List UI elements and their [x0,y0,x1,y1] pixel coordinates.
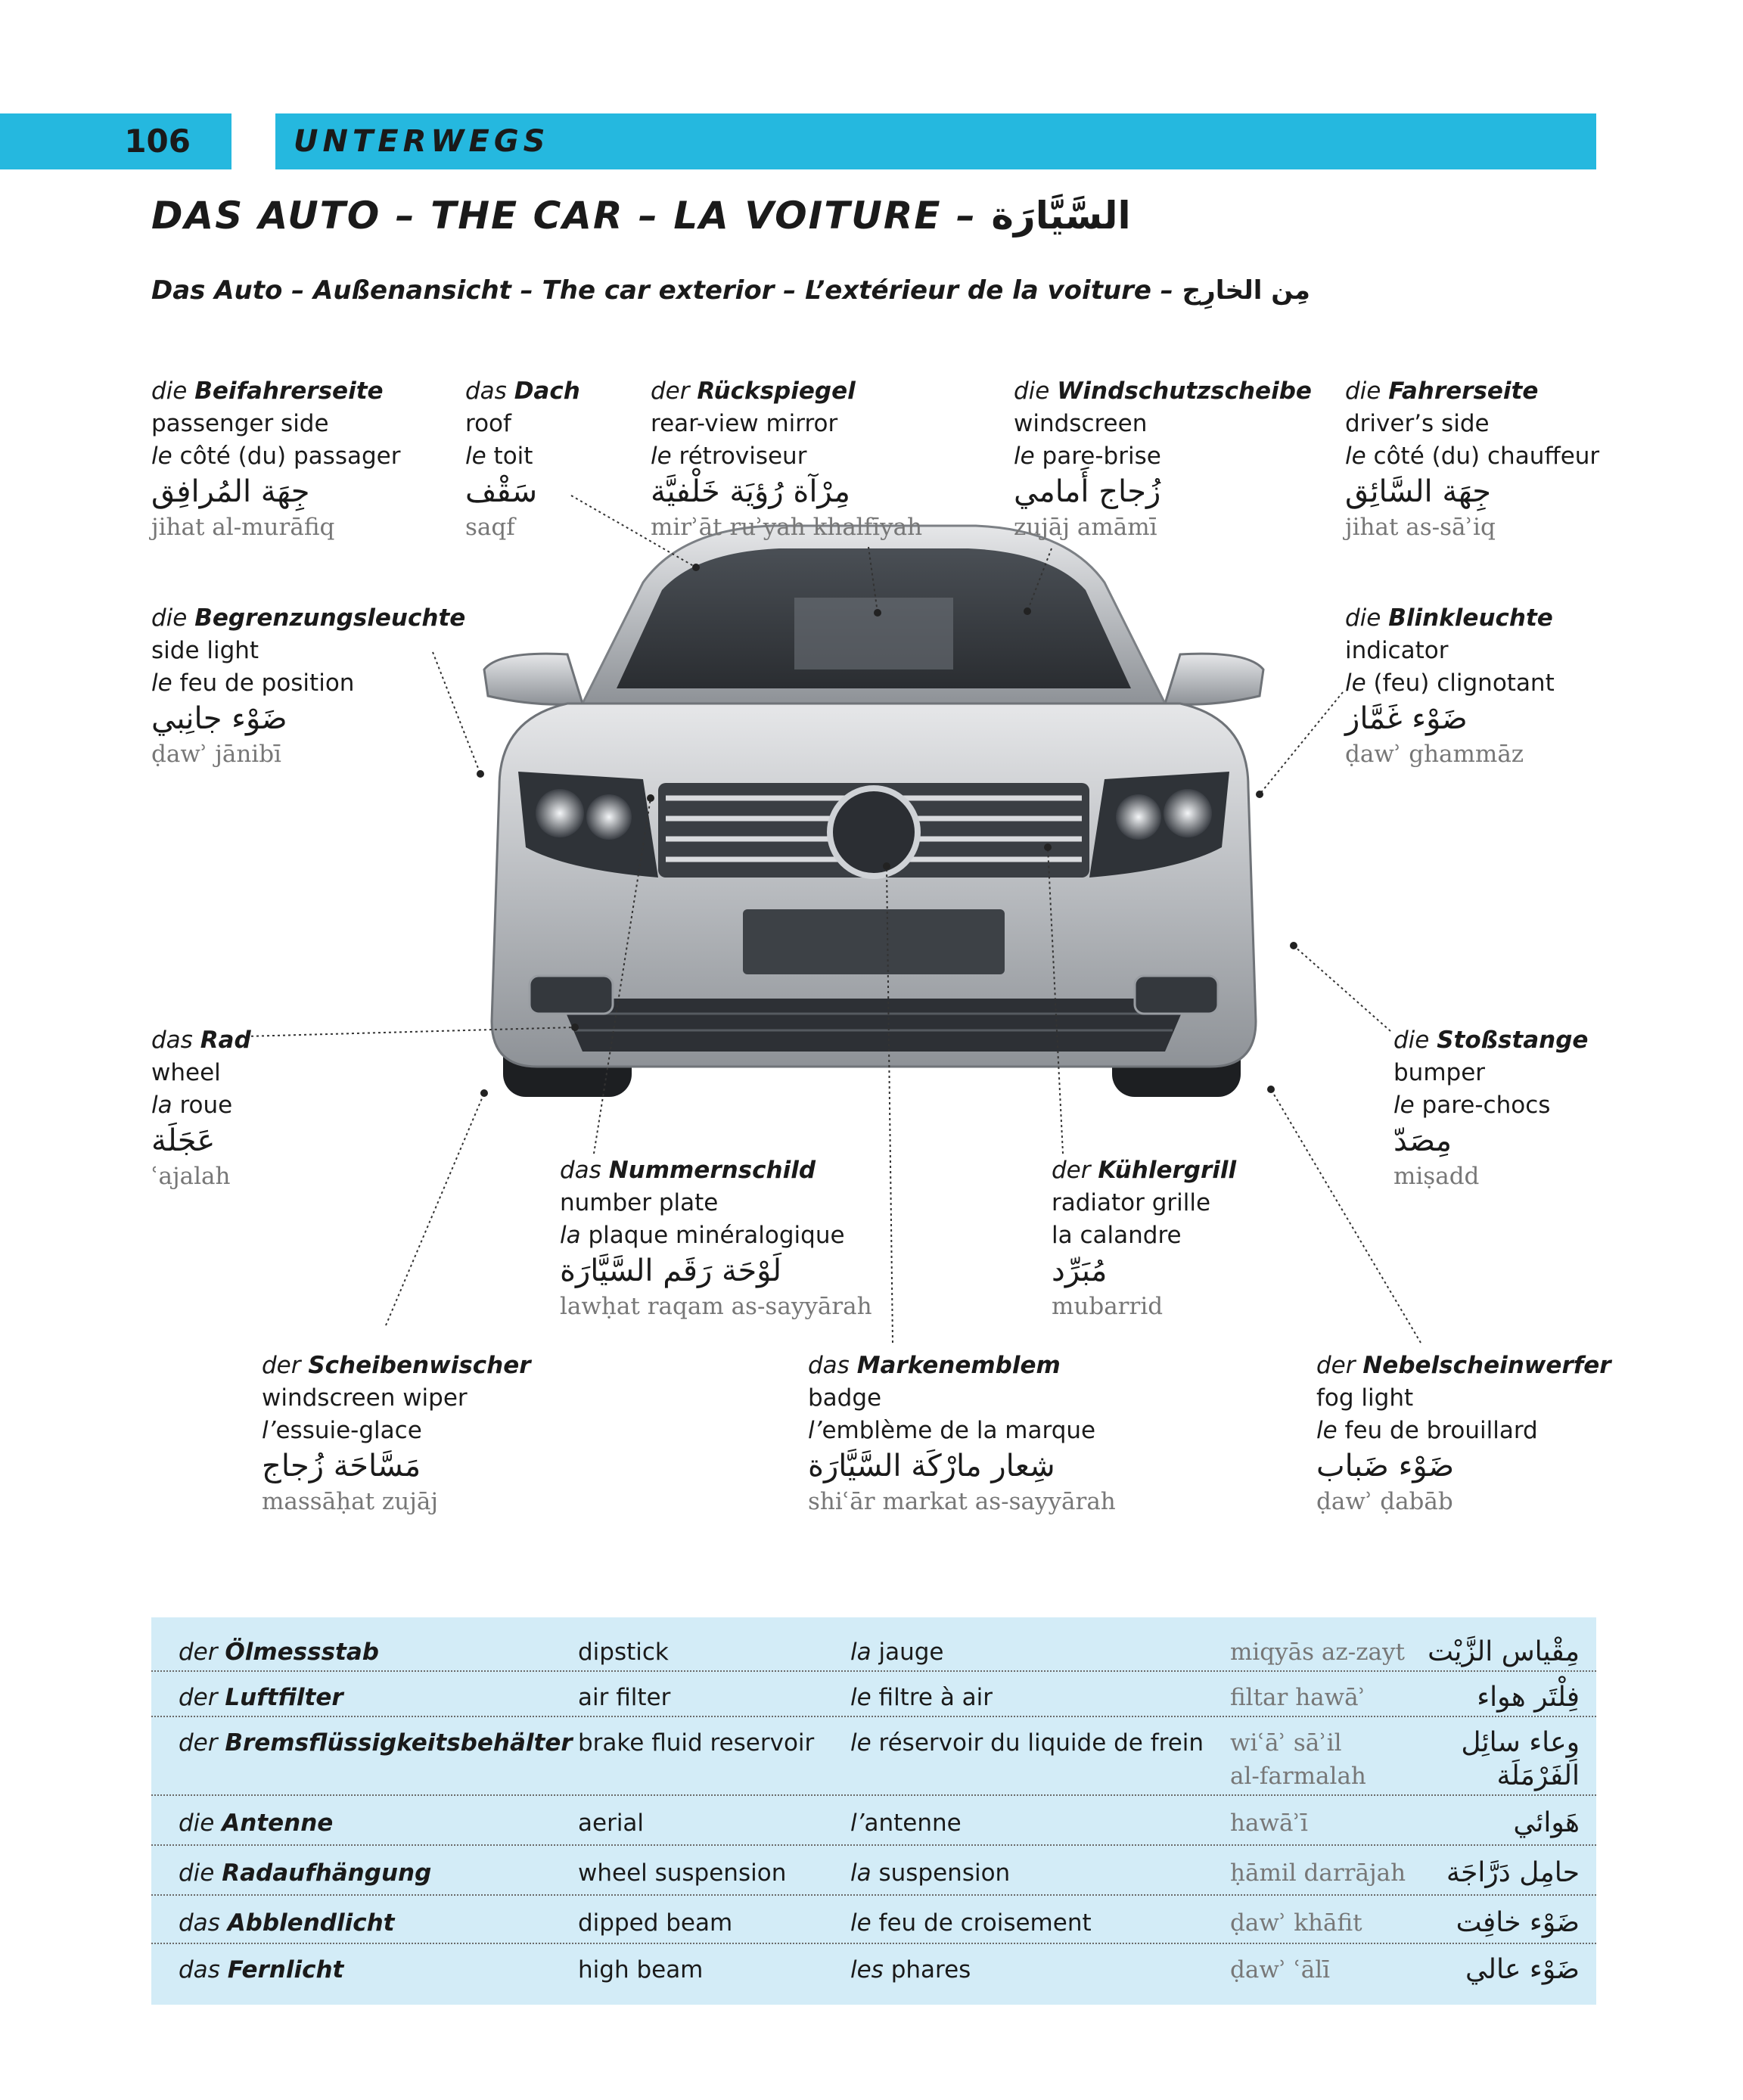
de-noun: Blinkleuchte [1388,604,1553,632]
right-mirror [1165,654,1263,704]
car-illustration [454,492,1294,1112]
fr-term: réservoir du liquide de frein [878,1729,1204,1757]
label-kuehlergrill [1052,1154,1236,1324]
en-term: wheel [151,1059,221,1086]
transliteration: ḍawʾ ʿālī [1230,1956,1331,1984]
en-term: roof [465,410,511,437]
transliteration: ḍawʾ jānibī [151,741,281,768]
transliteration: wiʿāʾ sāʾil [1230,1729,1342,1757]
de-article: die [1345,604,1381,632]
de-article: der [1052,1157,1091,1184]
de-article: das [179,1956,220,1984]
transliteration: shiʿār markat as-sayyārah [808,1488,1116,1515]
ar-term: زُجاج أَمامي [1014,474,1161,509]
right-lamp-inner [1116,794,1161,840]
de-noun: Dach [514,377,580,405]
en-term: passenger side [151,410,329,437]
fr-article: le [465,443,486,470]
number-plate [743,909,1005,974]
ar-term: وِعاء سائِل [1461,1727,1580,1758]
ar-term: جِهَة المُرافِق [151,474,310,509]
right-fog-light [1135,976,1218,1014]
label-rueckspiegel [651,375,922,545]
de-noun: Radaufhängung [222,1859,432,1887]
de-noun: Markenemblem [856,1352,1061,1379]
transliteration: ḍawʾ ḍabāb [1316,1488,1453,1515]
table-row [151,1636,1596,1672]
ar-term: مِصَدّ [1393,1123,1452,1158]
transliteration: saqf [465,514,515,541]
en-term: dipstick [578,1639,669,1666]
en-term: side light [151,637,259,664]
fr-article: la [850,1639,872,1666]
de-noun: Stoßstange [1437,1027,1589,1054]
subtitle-arabic: مِن الخارِج [1182,275,1310,306]
label-nebelscheinwerfer [1316,1350,1611,1519]
transliteration: mubarrid [1052,1293,1164,1320]
fr-article: le [1014,443,1035,470]
de-article: das [465,377,507,405]
label-windschutzscheibe [1014,375,1312,545]
en-term: rear-view mirror [651,410,838,437]
table-row [151,1726,1596,1796]
table-row [151,1681,1596,1717]
transliteration: ḍawʾ ghammāz [1345,741,1524,768]
right-lamp-outer [1164,789,1212,837]
en-term: number plate [560,1189,719,1216]
fr-article: le [151,669,172,697]
label-fahrerseite [1345,375,1599,545]
fr-article: la [151,1092,172,1119]
fr-term: phares [890,1956,971,1984]
de-noun: Rückspiegel [697,377,856,405]
fr-term: jauge [878,1639,944,1666]
left-fog-light [530,976,613,1014]
ar-term: ضَوْء ضَباب [1316,1449,1455,1483]
fr-article: le [850,1684,872,1711]
de-article: der [179,1684,218,1711]
en-term: dipped beam [578,1909,733,1937]
label-begrenzungsleuchte [151,602,465,772]
ar-term: سَقْف [465,474,538,509]
de-noun: Bremsflüssigkeitsbehälter [225,1729,573,1757]
rear-window-view [794,598,953,669]
de-article: der [1316,1352,1356,1379]
fr-term: antenne [864,1810,962,1837]
table-row [151,1953,1596,1990]
de-article: die [179,1810,215,1837]
ar-term: لَوْحَة رَقَم السَّيَّارَة [560,1253,782,1288]
transliteration: massāḥat zujāj [262,1488,438,1515]
page-number: 106 [0,113,231,169]
ar-term: حامِل دَرَّاجَة [1446,1857,1580,1888]
de-article: der [262,1352,301,1379]
de-article: die [1393,1027,1430,1054]
transliteration: miṣadd [1393,1163,1480,1190]
de-article: das [151,1027,193,1054]
de-article: der [651,377,690,405]
fr-term: la calandre [1052,1222,1182,1249]
fr-article: le [850,1729,872,1757]
label-stossstange [1393,1024,1588,1194]
title-latin: DAS AUTO – THE CAR – LA VOITURE – [151,194,977,238]
de-noun: Kühlergrill [1098,1157,1237,1184]
en-term: brake fluid reservoir [578,1729,815,1757]
de-article: die [151,604,188,632]
fr-term: emblème de la marque [822,1417,1096,1444]
table-row [151,1806,1596,1846]
fr-article: les [850,1956,884,1984]
fr-term: essuie-glace [275,1417,422,1444]
vocabulary-table [151,1617,1596,2005]
de-noun: Rad [200,1027,251,1054]
de-article: die [179,1859,215,1887]
en-term: aerial [578,1810,645,1837]
de-noun: Antenne [222,1810,334,1837]
de-article: der [179,1729,218,1757]
en-term: bumper [1393,1059,1486,1086]
fr-article: la [850,1859,872,1887]
de-article: das [179,1909,220,1937]
ar-term: فِلْتَر هواء [1477,1682,1580,1713]
de-noun: Luftfilter [225,1684,343,1711]
left-mirror [484,654,583,704]
table-row [151,1906,1596,1944]
left-lamp-outer [536,789,584,837]
en-term: driver’s side [1345,410,1490,437]
de-noun: Fernlicht [227,1956,344,1984]
en-term: wheel suspension [578,1859,787,1887]
lower-air-intake [560,999,1188,1052]
ar-term: هَوائي [1513,1807,1580,1838]
transliteration: jihat al-murāfiq [151,514,335,541]
en-term: radiator grille [1052,1189,1211,1216]
table-row [151,1856,1596,1896]
label-beifahrerseite [151,375,400,545]
fr-article: le [1345,443,1366,470]
label-dach [465,375,580,545]
transliteration-line-2: al-farmalah [1230,1763,1366,1790]
fr-term: pare-chocs [1421,1092,1551,1119]
de-article: das [808,1352,850,1379]
de-noun: Nummernschild [608,1157,816,1184]
de-article: die [1345,377,1381,405]
transliteration: zujāj amāmī [1014,514,1157,541]
fr-term: feu de position [179,669,355,697]
en-term: badge [808,1384,882,1412]
transliteration: filtar hawāʾ [1230,1684,1366,1711]
fr-article: la [560,1222,581,1249]
fr-term: plaque minéralogique [588,1222,845,1249]
fr-term: rétroviseur [679,443,807,470]
ar-term: شِعار مارْكَة السَّيَّارَة [808,1449,1055,1483]
transliteration: lawḥat raqam as-sayyārah [560,1293,872,1320]
de-noun: Scheibenwischer [308,1352,531,1379]
ar-term: ضَوْء جانِبي [151,701,287,736]
fr-article: le [1345,669,1366,697]
fr-article: le [1393,1092,1415,1119]
page-subtitle [151,275,1310,306]
en-term: air filter [578,1684,671,1711]
de-noun: Begrenzungsleuchte [194,604,466,632]
en-term: windscreen [1014,410,1148,437]
transliteration: ḥāmil darrājah [1230,1859,1406,1887]
fr-term: côté (du) chauffeur [1373,443,1600,470]
transliteration: miqyās az-zayt [1230,1639,1405,1666]
transliteration: jihat as-sāʾiq [1345,514,1496,541]
en-term: high beam [578,1956,704,1984]
ar-term: عَجَلَة [151,1123,216,1158]
transliteration: hawāʾī [1230,1810,1308,1837]
section-header: UNTERWEGS [275,113,1596,169]
transliteration: ʿajalah [151,1163,231,1190]
label-nummernschild [560,1154,872,1324]
de-noun: Windschutzscheibe [1057,377,1312,405]
ar-term: مِرْآة رُؤيَة خَلْفيَّة [651,474,850,509]
ar-term: ضَوْء خافِت [1456,1907,1580,1938]
page-title [151,194,1131,238]
fr-term: filtre à air [878,1684,993,1711]
fr-article: le [1316,1417,1338,1444]
fr-term: roue [179,1092,233,1119]
ar-term: مِقْياس الزَّيْت [1428,1636,1580,1667]
fr-article: le [151,443,172,470]
fr-term: feu de brouillard [1344,1417,1538,1444]
fr-term: côté (du) passager [179,443,401,470]
de-noun: Abblendlicht [227,1909,395,1937]
title-arabic: السَّيَّارَة [991,194,1131,238]
badge-emblem [830,788,918,876]
en-term: windscreen wiper [262,1384,468,1412]
de-noun: Nebelscheinwerfer [1362,1352,1611,1379]
ar-term-line-2: الفَرْمَلَة [1496,1760,1580,1791]
fr-term: feu de croisement [878,1909,1092,1937]
transliteration: mirʾāt ruʾyah khalfīyah [651,514,923,541]
de-article: die [151,377,188,405]
de-noun: Ölmessstab [225,1639,379,1666]
label-scheibenwischer [262,1350,531,1519]
ar-term: ضَوْء عالي [1465,1954,1580,1985]
de-noun: Beifahrerseite [194,377,384,405]
fr-term: pare-brise [1042,443,1161,470]
ar-term: جِهَة السَّائِق [1345,474,1491,509]
fr-article: l’ [850,1810,865,1837]
ar-term: ضَوْء غَمَّاز [1345,701,1468,736]
subtitle-latin: Das Auto – Außenansicht – The car exterior – L’extérieur de la voiture – [151,275,1173,306]
ar-term: مُبَرِّد [1052,1253,1108,1288]
fr-term: suspension [878,1859,1011,1887]
de-article: das [560,1157,601,1184]
label-blinkleuchte [1345,602,1555,772]
en-term: indicator [1345,637,1449,664]
de-article: der [179,1639,218,1666]
ar-term: مَسَّاحَة زُجاج [262,1449,421,1483]
de-noun: Fahrerseite [1388,377,1539,405]
fr-term: (feu) clignotant [1373,669,1555,697]
left-lamp-inner [586,794,632,840]
fr-article: le [651,443,672,470]
label-markenemblem [808,1350,1116,1519]
fr-article: l’ [262,1417,276,1444]
de-article: die [1014,377,1050,405]
en-term: fog light [1316,1384,1414,1412]
fr-article: l’ [808,1417,822,1444]
fr-article: le [850,1909,872,1937]
transliteration: ḍawʾ khāfit [1230,1909,1362,1937]
label-rad [151,1024,251,1194]
fr-term: toit [493,443,533,470]
